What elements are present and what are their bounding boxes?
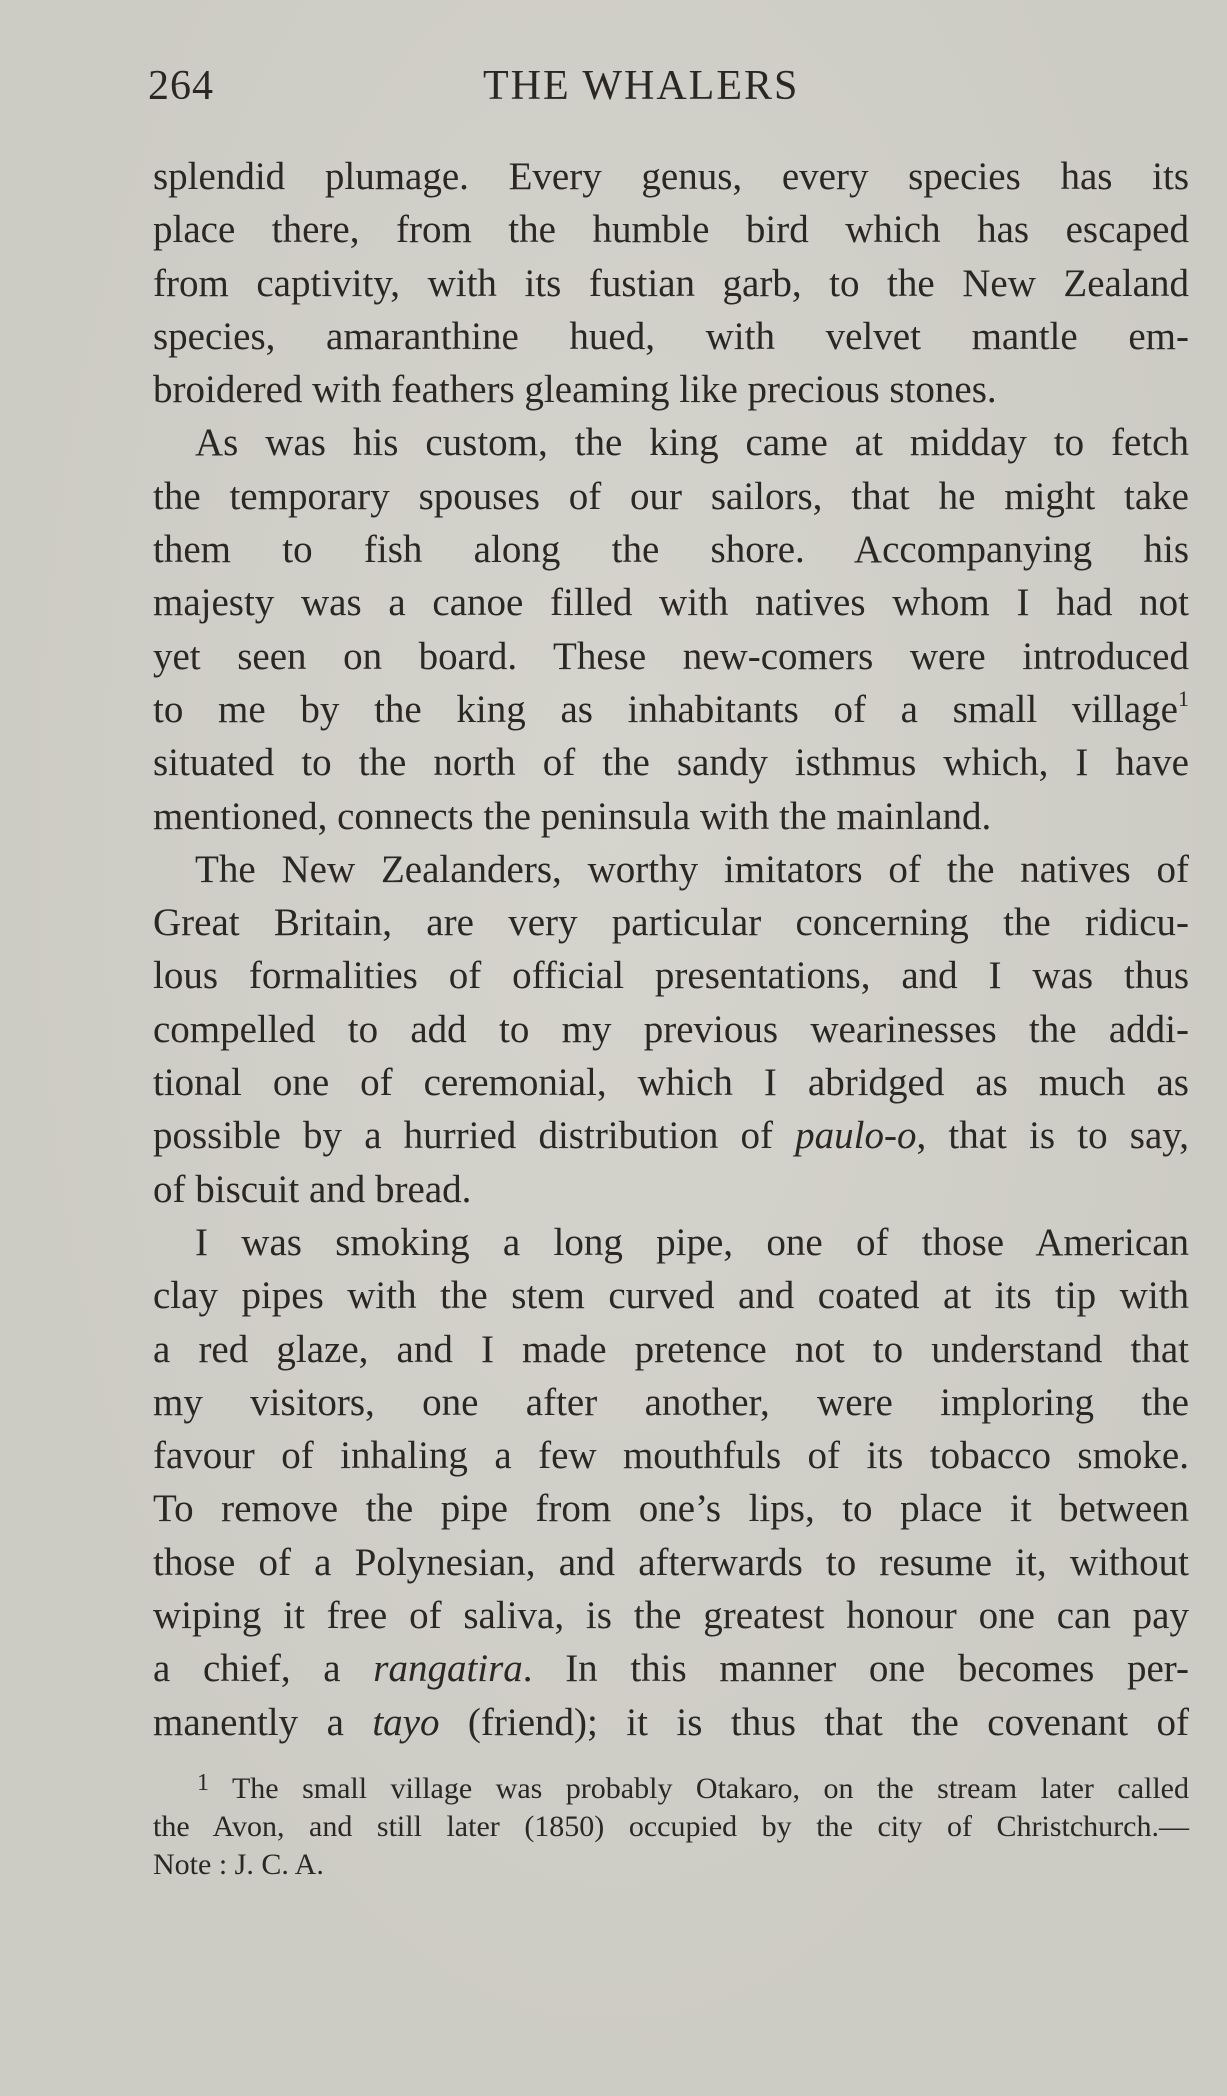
footnote (153, 1770, 1189, 1884)
text-line: from captivity, with its fustian garb, to the New Zealand (153, 261, 1189, 305)
text-line: clay pipes with the stem curved and coated at its tip with (153, 1274, 1189, 1318)
text-line: my visitors, one after another, were imploring the (153, 1380, 1189, 1424)
text-line (153, 1642, 1189, 1695)
footnote-line: Note : J. C. A. (153, 1848, 324, 1881)
text-line: of biscuit and bread. (153, 1167, 472, 1211)
running-head: THE WHALERS (483, 63, 800, 109)
text-line: a red glaze, and I made pretence not to understand that (153, 1327, 1189, 1371)
text-line: broidered with feathers gleaming like precious stones. (153, 368, 997, 412)
text-line: situated to the north of the sandy isthmus which, I have (153, 741, 1189, 785)
text-line: The New Zealanders, worthy imitators of the natives of (195, 847, 1189, 891)
text-line: the temporary spouses of our sailors, that he might take (153, 474, 1189, 518)
text-line: As was his custom, the king came at midday to fetch (195, 421, 1189, 465)
text-line: Great Britain, are very particular concerning the ridicu- (153, 901, 1189, 945)
text-line: splendid plumage. Every genus, every species has its (153, 155, 1189, 198)
body-text (153, 150, 1189, 1749)
italic-term: rangatira (373, 1647, 523, 1691)
footnote-line: the Avon, and still later (1850) occupied by the city of Christchurch.— (153, 1810, 1189, 1843)
line-text: , that is to say, (916, 1114, 1189, 1158)
line-text: possible by a hurried distribution of (153, 1114, 796, 1158)
text-line: compelled to add to my previous wearinesses the addi- (153, 1007, 1189, 1051)
text-line (153, 1109, 1189, 1162)
text-line: majesty was a canoe filled with natives whom I had not (153, 581, 1189, 625)
text-line: I was smoking a long pipe, one of those American (195, 1220, 1189, 1264)
page-header (148, 62, 1188, 122)
line-text: . In this manner one becomes per- (522, 1647, 1189, 1691)
footnote-reference: 1 (1178, 685, 1189, 711)
text-line: those of a Polynesian, and afterwards to resume it, without (153, 1540, 1189, 1584)
text-line: yet seen on board. These new-comers were introduced (153, 634, 1189, 678)
text-line: place there, from the humble bird which has escaped (153, 208, 1189, 252)
line-text: (friend); it is thus that the covenant of (439, 1700, 1190, 1744)
line-text: manently a (153, 1700, 373, 1744)
text-line: species, amaranthine hued, with velvet mantle em- (153, 314, 1189, 358)
text-line: favour of inhaling a few mouthfuls of its tobacco smoke. (153, 1434, 1189, 1478)
text-line (153, 683, 1189, 736)
text-line: mentioned, connects the peninsula with the mainland. (153, 794, 992, 838)
italic-term: tayo (372, 1700, 440, 1744)
text-line (153, 1696, 1189, 1749)
text-line: lous formalities of official presentations, and I was thus (153, 954, 1189, 998)
footnote-text: The small village was probably Otakaro, on the stream later called (231, 1772, 1189, 1805)
text-line: tional one of ceremonial, which I abridged as much as (153, 1061, 1189, 1105)
text-line: them to fish along the shore. Accompanying his (153, 528, 1189, 572)
footnote-line (153, 1770, 1189, 1808)
line-text: to me by the king as inhabitants of a small village (153, 687, 1178, 731)
text-line: To remove the pipe from one’s lips, to place it between (153, 1487, 1189, 1531)
text-line: wiping it free of saliva, is the greatest honour one can pay (153, 1594, 1189, 1638)
italic-term: paulo-o (795, 1114, 917, 1158)
page-number: 264 (148, 63, 214, 109)
footnote-mark: 1 (197, 1770, 209, 1796)
line-text: a chief, a (153, 1647, 374, 1691)
